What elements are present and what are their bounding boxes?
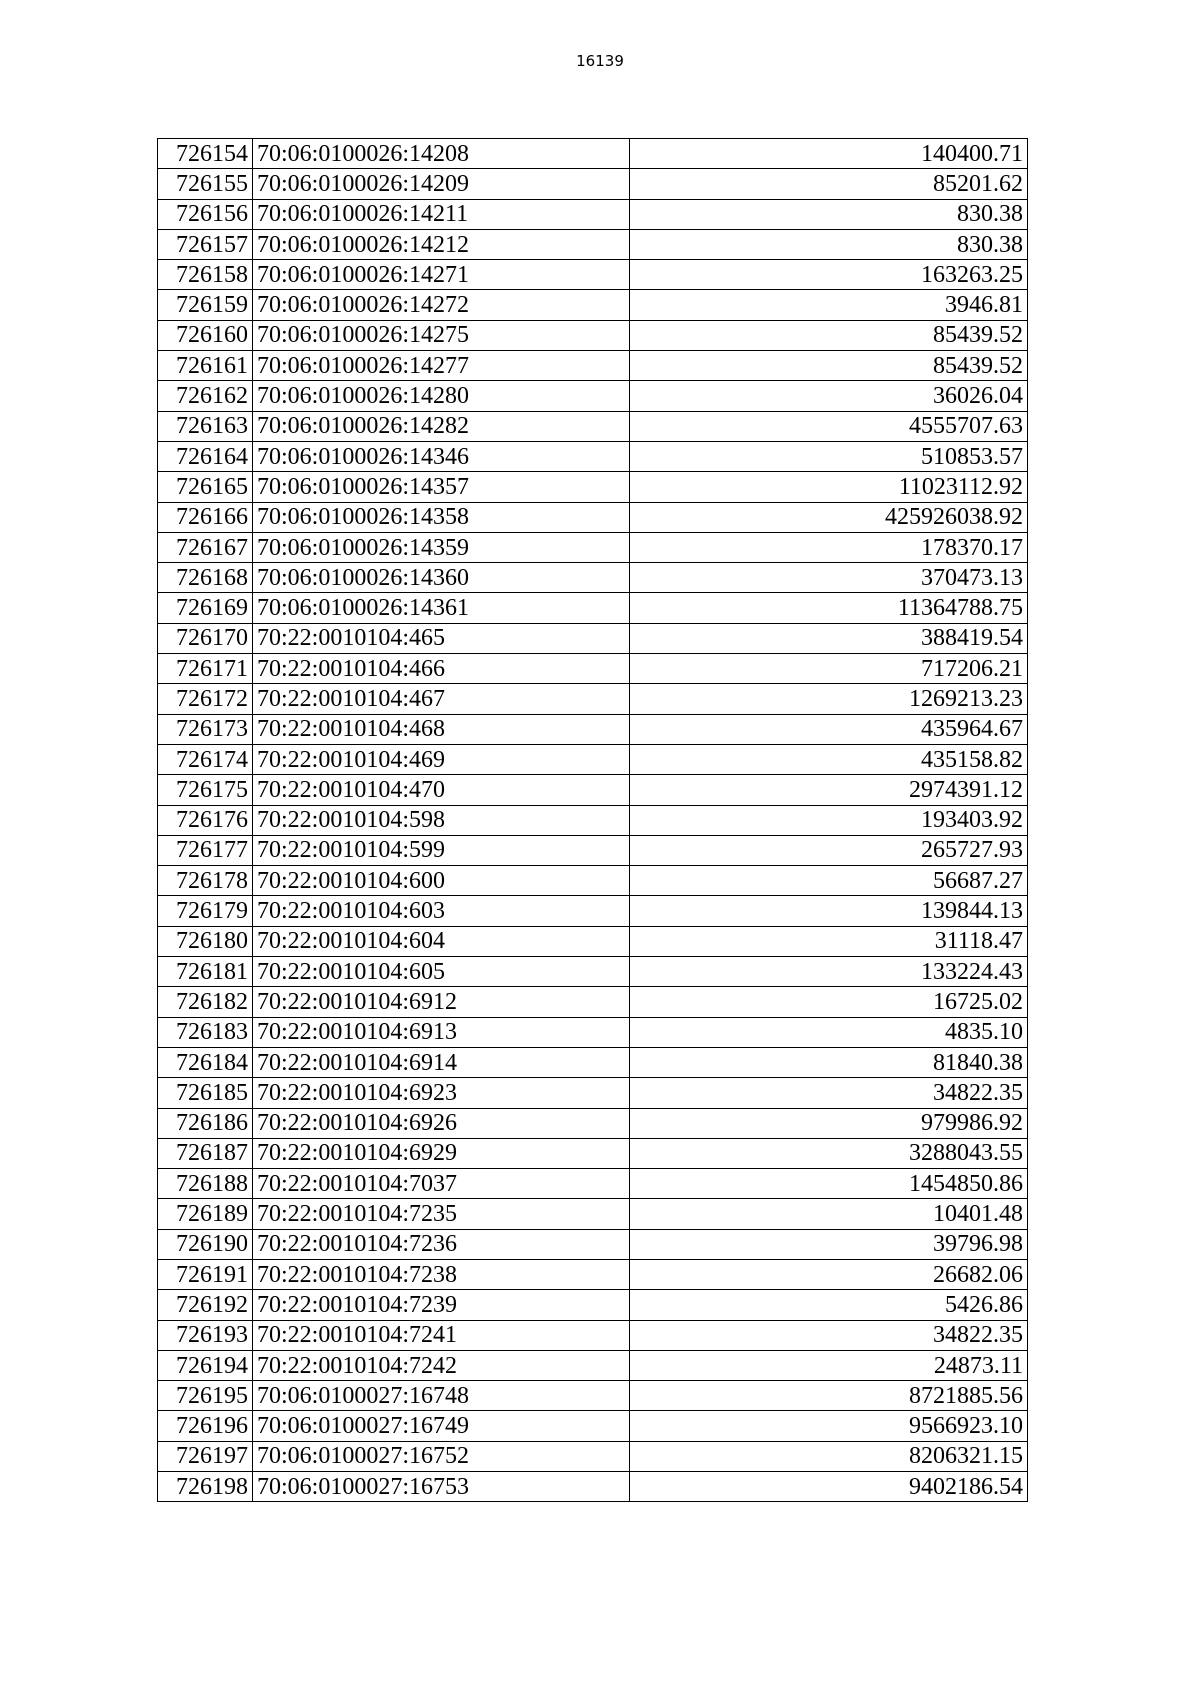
row-number-cell: 726197 <box>158 1441 253 1471</box>
row-number-cell: 726169 <box>158 593 253 623</box>
cadastral-value-cell: 16725.02 <box>630 987 1028 1017</box>
cadastral-value-cell: 8206321.15 <box>630 1441 1028 1471</box>
row-number-cell: 726159 <box>158 290 253 320</box>
table-row <box>158 744 1028 774</box>
cadastral-number-cell: 70:22:0010104:605 <box>253 957 630 987</box>
table-row <box>158 199 1028 229</box>
cadastral-number-cell: 70:06:0100026:14208 <box>253 139 630 169</box>
table-row <box>158 1350 1028 1380</box>
row-number-cell: 726166 <box>158 502 253 532</box>
cadastral-value-cell: 31118.47 <box>630 926 1028 956</box>
cadastral-number-cell: 70:06:0100026:14361 <box>253 593 630 623</box>
row-number-cell: 726178 <box>158 866 253 896</box>
row-number-cell: 726167 <box>158 532 253 562</box>
table-row <box>158 502 1028 532</box>
table-row <box>158 290 1028 320</box>
row-number-cell: 726186 <box>158 1108 253 1138</box>
cadastral-number-cell: 70:22:0010104:598 <box>253 805 630 835</box>
table-row <box>158 896 1028 926</box>
cadastral-number-cell: 70:06:0100026:14209 <box>253 169 630 199</box>
table-row <box>158 593 1028 623</box>
table-row <box>158 139 1028 169</box>
row-number-cell: 726164 <box>158 441 253 471</box>
cadastral-value-cell: 9402186.54 <box>630 1472 1028 1502</box>
cadastral-value-cell: 9566923.10 <box>630 1411 1028 1441</box>
row-number-cell: 726189 <box>158 1199 253 1229</box>
cadastral-value-cell: 133224.43 <box>630 957 1028 987</box>
table-row <box>158 472 1028 502</box>
cadastral-number-cell: 70:06:0100026:14272 <box>253 290 630 320</box>
row-number-cell: 726194 <box>158 1350 253 1380</box>
table-row <box>158 1017 1028 1047</box>
row-number-cell: 726196 <box>158 1411 253 1441</box>
cadastral-value-cell: 3946.81 <box>630 290 1028 320</box>
row-number-cell: 726193 <box>158 1320 253 1350</box>
row-number-cell: 726181 <box>158 957 253 987</box>
table-row <box>158 1169 1028 1199</box>
cadastral-value-cell: 435964.67 <box>630 714 1028 744</box>
row-number-cell: 726173 <box>158 714 253 744</box>
table-row <box>158 775 1028 805</box>
cadastral-number-cell: 70:22:0010104:6912 <box>253 987 630 1017</box>
cadastral-value-cell: 11364788.75 <box>630 593 1028 623</box>
row-number-cell: 726180 <box>158 926 253 956</box>
table-row <box>158 532 1028 562</box>
cadastral-value-cell: 140400.71 <box>630 139 1028 169</box>
table-row <box>158 381 1028 411</box>
table-row <box>158 351 1028 381</box>
cadastral-number-cell: 70:06:0100027:16748 <box>253 1381 630 1411</box>
row-number-cell: 726168 <box>158 563 253 593</box>
cadastral-value-cell: 85201.62 <box>630 169 1028 199</box>
table-row <box>158 1229 1028 1259</box>
cadastral-number-cell: 70:06:0100027:16749 <box>253 1411 630 1441</box>
row-number-cell: 726175 <box>158 775 253 805</box>
cadastral-value-cell: 265727.93 <box>630 835 1028 865</box>
table-row <box>158 260 1028 290</box>
cadastral-value-table <box>157 138 1028 1502</box>
cadastral-value-cell: 85439.52 <box>630 351 1028 381</box>
cadastral-number-cell: 70:06:0100026:14280 <box>253 381 630 411</box>
table-row <box>158 866 1028 896</box>
row-number-cell: 726183 <box>158 1017 253 1047</box>
table-row <box>158 684 1028 714</box>
cadastral-number-cell: 70:22:0010104:7239 <box>253 1290 630 1320</box>
cadastral-number-cell: 70:06:0100026:14358 <box>253 502 630 532</box>
cadastral-value-cell: 435158.82 <box>630 744 1028 774</box>
cadastral-value-cell: 34822.35 <box>630 1078 1028 1108</box>
table-row <box>158 320 1028 350</box>
row-number-cell: 726179 <box>158 896 253 926</box>
row-number-cell: 726176 <box>158 805 253 835</box>
cadastral-number-cell: 70:22:0010104:6929 <box>253 1138 630 1168</box>
cadastral-number-cell: 70:22:0010104:603 <box>253 896 630 926</box>
cadastral-value-cell: 425926038.92 <box>630 502 1028 532</box>
cadastral-value-cell: 10401.48 <box>630 1199 1028 1229</box>
cadastral-value-cell: 36026.04 <box>630 381 1028 411</box>
table-row <box>158 1441 1028 1471</box>
row-number-cell: 726155 <box>158 169 253 199</box>
table-row <box>158 987 1028 1017</box>
row-number-cell: 726163 <box>158 411 253 441</box>
cadastral-number-cell: 70:06:0100026:14360 <box>253 563 630 593</box>
cadastral-number-cell: 70:06:0100026:14275 <box>253 320 630 350</box>
cadastral-number-cell: 70:22:0010104:465 <box>253 623 630 653</box>
row-number-cell: 726171 <box>158 654 253 684</box>
row-number-cell: 726192 <box>158 1290 253 1320</box>
cadastral-value-cell: 34822.35 <box>630 1320 1028 1350</box>
table-row <box>158 1199 1028 1229</box>
cadastral-value-cell: 81840.38 <box>630 1047 1028 1077</box>
cadastral-number-cell: 70:06:0100026:14271 <box>253 260 630 290</box>
cadastral-value-cell: 39796.98 <box>630 1229 1028 1259</box>
table-row <box>158 957 1028 987</box>
cadastral-value-cell: 85439.52 <box>630 320 1028 350</box>
cadastral-number-cell: 70:22:0010104:599 <box>253 835 630 865</box>
table-row <box>158 563 1028 593</box>
table-row <box>158 411 1028 441</box>
cadastral-value-cell: 8721885.56 <box>630 1381 1028 1411</box>
row-number-cell: 726177 <box>158 835 253 865</box>
table-row <box>158 654 1028 684</box>
row-number-cell: 726184 <box>158 1047 253 1077</box>
cadastral-number-cell: 70:22:0010104:470 <box>253 775 630 805</box>
table-row <box>158 169 1028 199</box>
row-number-cell: 726195 <box>158 1381 253 1411</box>
cadastral-number-cell: 70:06:0100027:16752 <box>253 1441 630 1471</box>
row-number-cell: 726185 <box>158 1078 253 1108</box>
row-number-cell: 726165 <box>158 472 253 502</box>
table-row <box>158 1138 1028 1168</box>
row-number-cell: 726191 <box>158 1259 253 1289</box>
table-row <box>158 1472 1028 1502</box>
cadastral-number-cell: 70:22:0010104:6923 <box>253 1078 630 1108</box>
row-number-cell: 726187 <box>158 1138 253 1168</box>
cadastral-number-cell: 70:22:0010104:6914 <box>253 1047 630 1077</box>
cadastral-number-cell: 70:22:0010104:7235 <box>253 1199 630 1229</box>
row-number-cell: 726161 <box>158 351 253 381</box>
cadastral-value-cell: 193403.92 <box>630 805 1028 835</box>
row-number-cell: 726172 <box>158 684 253 714</box>
table-row <box>158 1108 1028 1138</box>
row-number-cell: 726198 <box>158 1472 253 1502</box>
table-row <box>158 1047 1028 1077</box>
cadastral-value-cell: 178370.17 <box>630 532 1028 562</box>
cadastral-number-cell: 70:22:0010104:6913 <box>253 1017 630 1047</box>
table-row <box>158 1078 1028 1108</box>
table-row <box>158 1411 1028 1441</box>
cadastral-value-cell: 163263.25 <box>630 260 1028 290</box>
table-row <box>158 805 1028 835</box>
cadastral-number-cell: 70:22:0010104:466 <box>253 654 630 684</box>
cadastral-number-cell: 70:22:0010104:7037 <box>253 1169 630 1199</box>
cadastral-value-cell: 139844.13 <box>630 896 1028 926</box>
cadastral-value-cell: 388419.54 <box>630 623 1028 653</box>
cadastral-value-cell: 830.38 <box>630 199 1028 229</box>
cadastral-value-cell: 2974391.12 <box>630 775 1028 805</box>
cadastral-number-cell: 70:22:0010104:6926 <box>253 1108 630 1138</box>
cadastral-number-cell: 70:22:0010104:468 <box>253 714 630 744</box>
table-row <box>158 1259 1028 1289</box>
row-number-cell: 726160 <box>158 320 253 350</box>
row-number-cell: 726157 <box>158 229 253 259</box>
cadastral-value-cell: 1454850.86 <box>630 1169 1028 1199</box>
table-row <box>158 1290 1028 1320</box>
page-number: 16139 <box>576 52 624 70</box>
table-row <box>158 229 1028 259</box>
table-body <box>158 139 1028 1502</box>
cadastral-number-cell: 70:22:0010104:7242 <box>253 1350 630 1380</box>
cadastral-number-cell: 70:06:0100026:14359 <box>253 532 630 562</box>
table-row <box>158 926 1028 956</box>
table-row <box>158 835 1028 865</box>
cadastral-value-cell: 979986.92 <box>630 1108 1028 1138</box>
cadastral-number-cell: 70:22:0010104:7238 <box>253 1259 630 1289</box>
cadastral-value-cell: 24873.11 <box>630 1350 1028 1380</box>
row-number-cell: 726154 <box>158 139 253 169</box>
cadastral-value-cell: 5426.86 <box>630 1290 1028 1320</box>
cadastral-value-cell: 4835.10 <box>630 1017 1028 1047</box>
cadastral-value-cell: 830.38 <box>630 229 1028 259</box>
row-number-cell: 726158 <box>158 260 253 290</box>
cadastral-number-cell: 70:22:0010104:469 <box>253 744 630 774</box>
row-number-cell: 726156 <box>158 199 253 229</box>
cadastral-number-cell: 70:22:0010104:7236 <box>253 1229 630 1259</box>
cadastral-value-cell: 56687.27 <box>630 866 1028 896</box>
cadastral-number-cell: 70:06:0100026:14212 <box>253 229 630 259</box>
cadastral-value-cell: 26682.06 <box>630 1259 1028 1289</box>
row-number-cell: 726170 <box>158 623 253 653</box>
cadastral-value-cell: 370473.13 <box>630 563 1028 593</box>
cadastral-value-cell: 11023112.92 <box>630 472 1028 502</box>
row-number-cell: 726188 <box>158 1169 253 1199</box>
cadastral-value-cell: 4555707.63 <box>630 411 1028 441</box>
row-number-cell: 726174 <box>158 744 253 774</box>
cadastral-number-cell: 70:22:0010104:7241 <box>253 1320 630 1350</box>
cadastral-value-cell: 1269213.23 <box>630 684 1028 714</box>
table-row <box>158 441 1028 471</box>
cadastral-number-cell: 70:06:0100026:14357 <box>253 472 630 502</box>
cadastral-number-cell: 70:06:0100027:16753 <box>253 1472 630 1502</box>
cadastral-number-cell: 70:22:0010104:600 <box>253 866 630 896</box>
cadastral-number-cell: 70:06:0100026:14282 <box>253 411 630 441</box>
table-row <box>158 714 1028 744</box>
cadastral-value-cell: 510853.57 <box>630 441 1028 471</box>
row-number-cell: 726182 <box>158 987 253 1017</box>
row-number-cell: 726162 <box>158 381 253 411</box>
cadastral-value-cell: 717206.21 <box>630 654 1028 684</box>
row-number-cell: 726190 <box>158 1229 253 1259</box>
cadastral-value-cell: 3288043.55 <box>630 1138 1028 1168</box>
table-row <box>158 623 1028 653</box>
cadastral-number-cell: 70:06:0100026:14211 <box>253 199 630 229</box>
table-row <box>158 1320 1028 1350</box>
cadastral-number-cell: 70:06:0100026:14277 <box>253 351 630 381</box>
cadastral-number-cell: 70:22:0010104:467 <box>253 684 630 714</box>
table-row <box>158 1381 1028 1411</box>
cadastral-number-cell: 70:22:0010104:604 <box>253 926 630 956</box>
cadastral-number-cell: 70:06:0100026:14346 <box>253 441 630 471</box>
